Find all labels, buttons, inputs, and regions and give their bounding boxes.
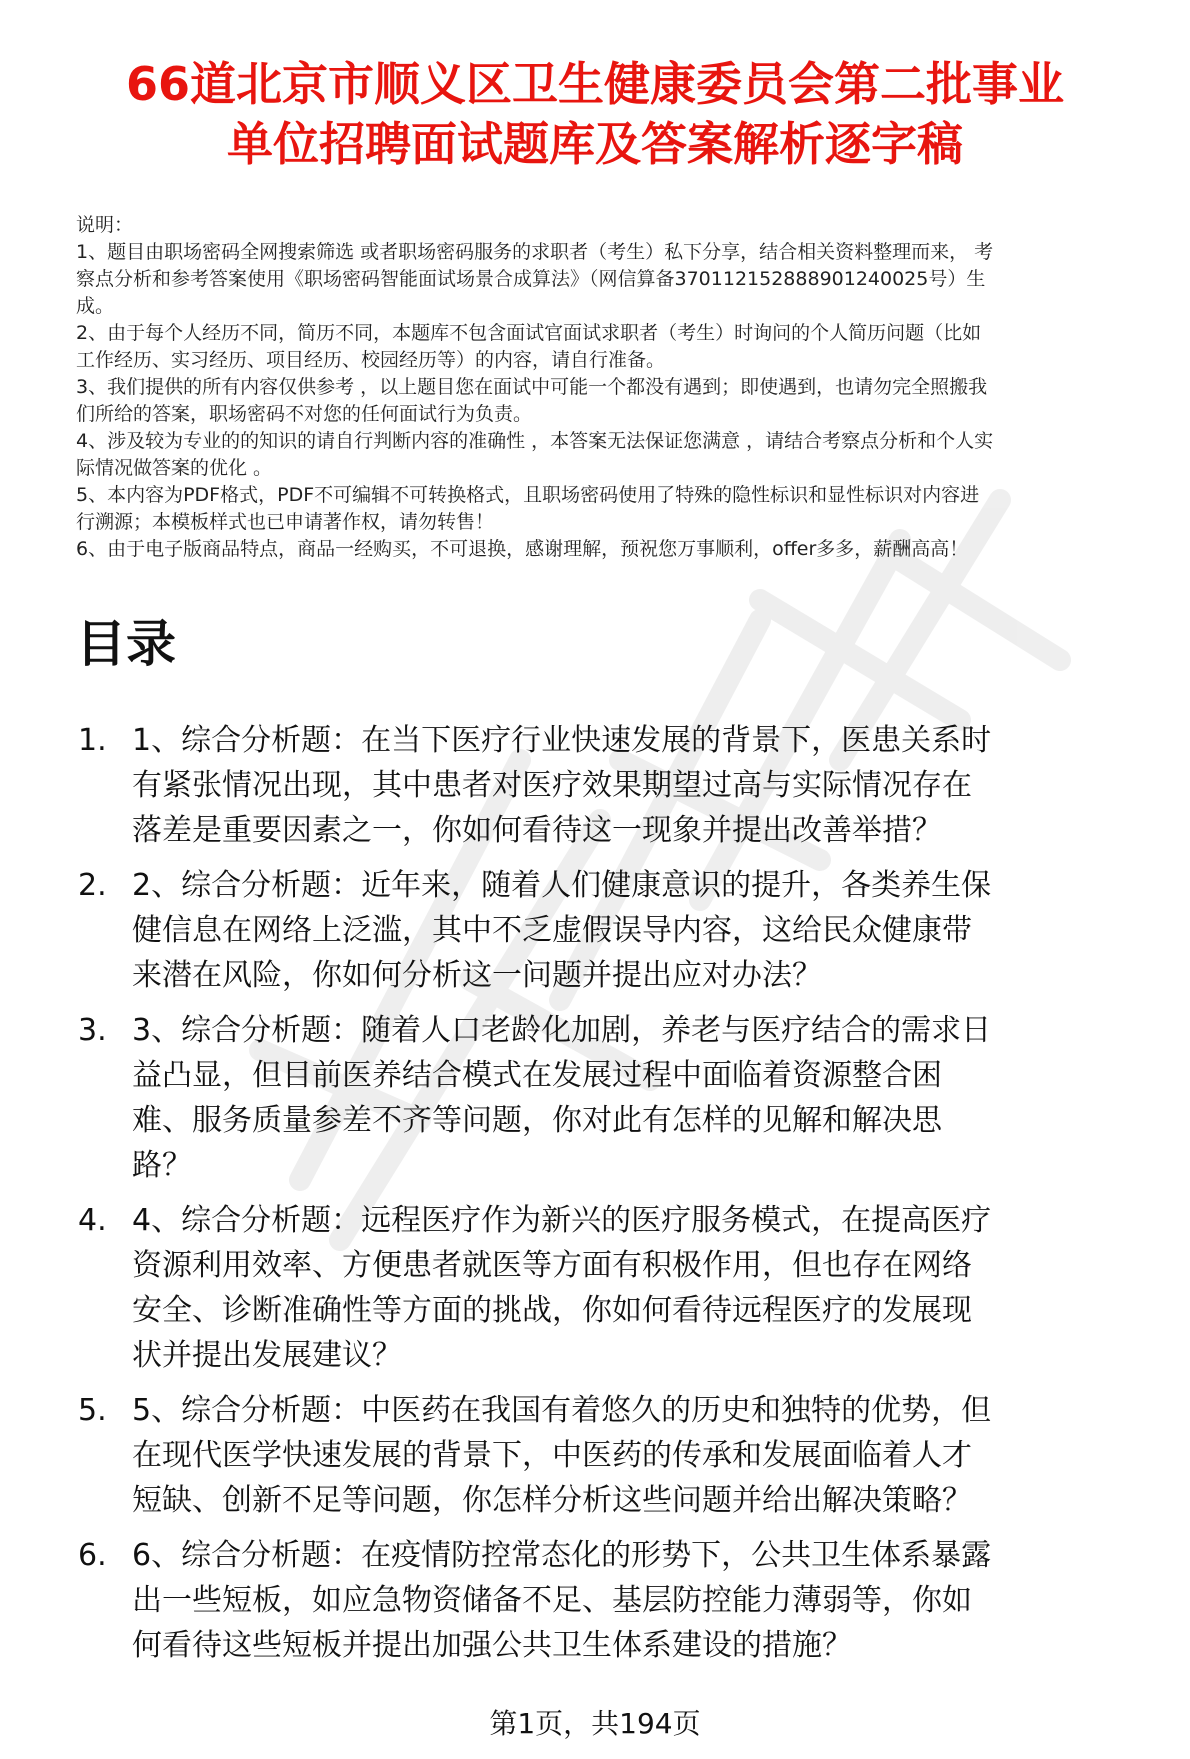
toc-item-number: 3. [78, 1013, 107, 1048]
toc-item[interactable] [78, 1198, 1178, 1378]
document-title [60, 54, 1130, 174]
toc-item-text: 难、服务质量参差不齐等问题，你对此有怎样的见解和解决思 [132, 1103, 942, 1138]
note-line: 1、题目由职场密码全网搜索筛选 或者职场密码服务的求职者（考生）私下分享，结合相关资料整理而来， 考 [76, 241, 994, 263]
notes-section [76, 212, 1166, 563]
toc-item[interactable] [78, 1533, 1178, 1668]
note-line: 们所给的答案，职场密码不对您的任何面试行为负责。 [76, 403, 533, 425]
toc-item-text: 状并提出发展建议？ [132, 1338, 402, 1373]
toc-item-text: 短缺、创新不足等问题，你怎样分析这些问题并给出解决策略？ [132, 1483, 972, 1518]
toc-item-text: 资源利用效率、方便患者就医等方面有积极作用，但也存在网络 [132, 1248, 972, 1283]
toc-item-number: 2. [78, 868, 107, 903]
toc-item-text: 2、综合分析题：近年来，随着人们健康意识的提升，各类养生保 [132, 868, 992, 903]
toc-item-number: 4. [78, 1203, 107, 1238]
note-line: 2、由于每个人经历不同，简历不同，本题库不包含面试官面试求职者（考生）时询问的个人简历问题（比如 [76, 322, 982, 344]
toc-item-text: 6、综合分析题：在疫情防控常态化的形势下，公共卫生体系暴露 [132, 1538, 992, 1573]
toc-item-text: 健信息在网络上泛滥，其中不乏虚假误导内容，这给民众健康带 [132, 913, 972, 948]
title-line: 66道北京市顺义区卫生健康委员会第二批事业 [125, 57, 1064, 111]
title-line: 单位招聘面试题库及答案解析逐字稿 [227, 117, 963, 171]
toc-item-text: 益凸显，但目前医养结合模式在发展过程中面临着资源整合困 [132, 1058, 942, 1093]
note-line: 3、我们提供的所有内容仅供参考 ，以上题目您在面试中可能一个都没有遇到；即使遇到，也请勿完全照搬我 [76, 376, 988, 398]
toc-list [78, 718, 1178, 1678]
toc-item[interactable] [78, 1388, 1178, 1523]
page-footer: 第1页，共194页 [489, 1707, 701, 1740]
toc-item-text: 安全、诊断准确性等方面的挑战，你如何看待远程医疗的发展现 [132, 1293, 972, 1328]
note-line: 察点分析和参考答案使用《职场密码智能面试场景合成算法》（网信算备370112152888901240025号）生 [76, 268, 986, 290]
toc-item-text: 路？ [132, 1148, 192, 1183]
note-line: 际情况做答案的优化 。 [76, 457, 273, 479]
toc-item-number: 1. [78, 723, 107, 758]
toc-item-text: 有紧张情况出现，其中患者对医疗效果期望过高与实际情况存在 [132, 768, 972, 803]
toc-item-text: 何看待这些短板并提出加强公共卫生体系建设的措施？ [132, 1628, 852, 1663]
note-line: 5、本内容为PDF格式，PDF不可编辑不可转换格式，且职场密码使用了特殊的隐性标识和显性标识对内容进 [76, 484, 980, 506]
toc-item-text: 来潜在风险，你如何分析这一问题并提出应对办法？ [132, 958, 822, 993]
note-line: 成。 [76, 295, 115, 317]
toc-item-text: 4、综合分析题：远程医疗作为新兴的医疗服务模式，在提高医疗 [132, 1203, 992, 1238]
toc-item-text: 出一些短板，如应急物资储备不足、基层防控能力薄弱等，你如 [132, 1583, 972, 1618]
toc-item-text: 1、综合分析题：在当下医疗行业快速发展的背景下，医患关系时 [132, 723, 992, 758]
toc-item-number: 6. [78, 1538, 107, 1573]
note-line: 4、涉及较为专业的的知识的请自行判断内容的准确性 ，本答案无法保证您满意 ，请结合考察点分析和个人实 [76, 430, 994, 452]
note-line: 工作经历、实习经历、项目经历、校园经历等）的内容，请自行准备。 [76, 349, 666, 371]
notes-heading: 说明： [76, 214, 134, 236]
toc-item[interactable] [78, 1008, 1178, 1188]
toc-item-text: 5、综合分析题：中医药在我国有着悠久的历史和独特的优势，但 [132, 1393, 992, 1428]
toc-item-text: 落差是重要因素之一，你如何看待这一现象并提出改善举措？ [132, 813, 942, 848]
note-line: 行溯源；本模板样式也已申请著作权，请勿转售！ [76, 511, 495, 533]
toc-item-number: 5. [78, 1393, 107, 1428]
toc-item-text: 在现代医学快速发展的背景下，中医药的传承和发展面临着人才 [132, 1438, 972, 1473]
toc-item[interactable] [78, 718, 1178, 853]
note-line: 6、由于电子版商品特点，商品一经购买，不可退换，感谢理解，预祝您万事顺利，offer多多，薪酬高高！ [76, 538, 969, 560]
toc-item[interactable] [78, 863, 1178, 998]
toc-item-text: 3、综合分析题：随着人口老龄化加剧，养老与医疗结合的需求日 [132, 1013, 992, 1048]
toc-heading: 目录 [76, 615, 176, 673]
